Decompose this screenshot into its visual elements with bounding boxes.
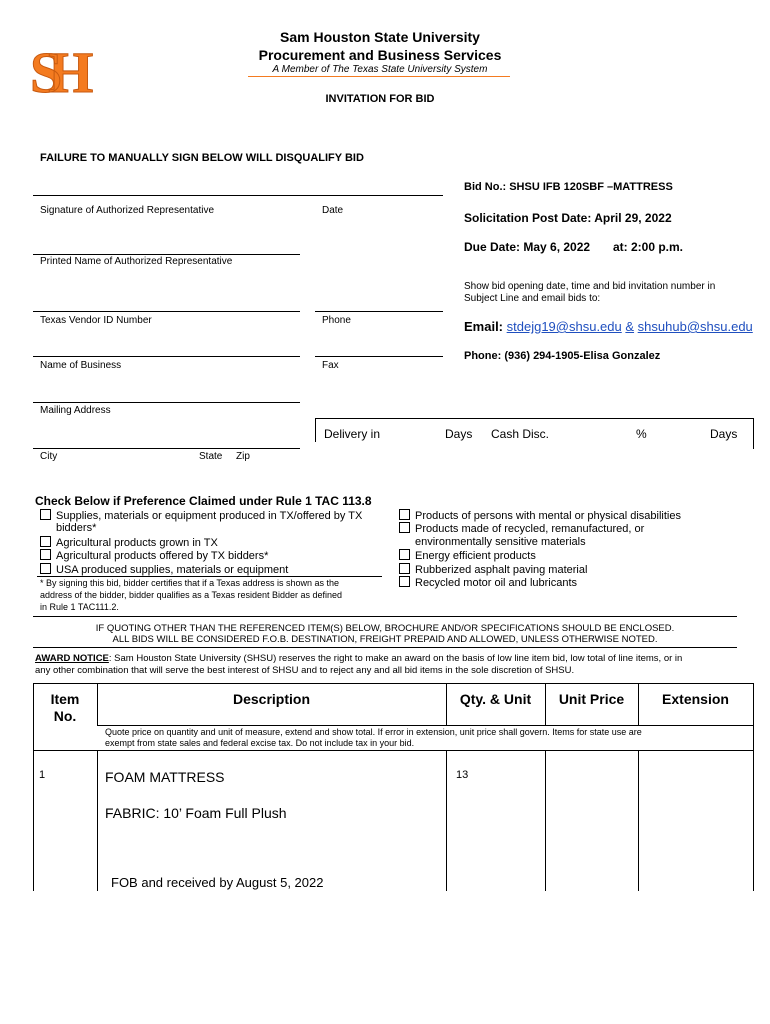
vendor-id-line — [33, 311, 300, 312]
award-notice: AWARD NOTICE: Sam Houston State University (SHSU) reserves the right to make an award on the basis of low line item bid, low total of line items, or in any other combination that will serve the best interest of SHSU and to reject any and all bid items in the sole discretion of SHSU. — [35, 653, 683, 676]
pref-left-4[interactable]: USA produced supplies, materials or equipment — [40, 563, 288, 577]
business-line — [33, 356, 300, 357]
col-rule-2b — [97, 750, 98, 891]
due-time: at: 2:00 p.m. — [613, 240, 684, 254]
checkbox[interactable] — [40, 536, 51, 547]
printed-name-line — [33, 254, 300, 255]
phone-label: Phone — [322, 315, 351, 326]
row-item-no: 1 — [39, 769, 46, 781]
pref-left-1-cont: bidders* — [56, 522, 97, 534]
signature-label: Signature of Authorized Representative — [40, 205, 214, 216]
email-link-2[interactable]: shsuhub@shsu.edu — [637, 319, 753, 334]
col-header-unit-price: Unit Price — [558, 691, 625, 707]
row-desc-2: FABRIC: 10’ Foam Full Plush — [105, 805, 287, 821]
city-label: City — [40, 451, 58, 462]
printed-name-label: Printed Name of Authorized Representative — [40, 256, 233, 267]
zip-label: Zip — [236, 451, 250, 462]
email-label: Email: — [464, 319, 504, 334]
mailing-label: Mailing Address — [40, 405, 111, 416]
signature-line — [33, 195, 443, 196]
delivery-box-left-edge — [315, 418, 316, 442]
percent-label: % — [636, 427, 647, 441]
sh-logo-icon — [28, 30, 103, 112]
department-name: Procurement and Business Services — [258, 47, 502, 63]
pref-right-3[interactable]: Energy efficient products — [399, 549, 536, 563]
university-logo — [28, 30, 103, 112]
fax-label: Fax — [322, 360, 339, 371]
signature-warning: FAILURE TO MANUALLY SIGN BELOW WILL DISQUALIFY BID — [40, 152, 364, 164]
checkbox[interactable] — [399, 563, 410, 574]
fax-line — [315, 356, 443, 357]
bid-number: Bid No.: SHSU IFB 120SBF –MATTRESS — [464, 181, 673, 193]
col-header-item: Item No. — [50, 691, 80, 724]
email-link-1[interactable]: stdejg19@shsu.edu — [506, 319, 622, 334]
col-header-extension: Extension — [662, 691, 729, 707]
mailing-line — [33, 402, 300, 403]
col-rule-3b — [446, 750, 447, 891]
notice-bottom-rule — [33, 647, 737, 648]
email-instructions: Show bid opening date, time and bid invitation number in Subject Line and email bids to: — [464, 281, 716, 304]
award-label: AWARD NOTICE — [35, 653, 109, 664]
member-line: A Member of The Texas State University System — [272, 64, 488, 75]
quote-bottom-rule — [33, 750, 753, 751]
state-label: State — [199, 451, 223, 462]
preference-heading: Check Below if Preference Claimed under Rule 1 TAC 113.8 — [35, 494, 372, 508]
col-header-qty: Qty. & Unit — [459, 691, 532, 707]
checkbox[interactable] — [399, 576, 410, 587]
due-date: Due Date: May 6, 2022 — [464, 240, 591, 254]
checkbox[interactable] — [399, 509, 410, 520]
business-label: Name of Business — [40, 360, 122, 371]
row-qty: 13 — [456, 769, 469, 781]
delivery-in-label: Delivery in — [324, 427, 381, 441]
row-desc-1: FOAM MATTRESS — [105, 769, 225, 785]
col-rule-5b — [638, 750, 639, 891]
col-rule-4b — [545, 750, 546, 891]
pref-right-2-cont: environmentally sensitive materials — [415, 536, 586, 548]
cash-disc-label: Cash Disc. — [491, 427, 550, 441]
svg-text:SH: SH — [30, 40, 80, 105]
resident-footnote: * By signing this bid, bidder certifies that if a Texas address is shown as the address of the bidder, bidder qualifies as a Texas resident Bidder as defined in Rule 1 TAC111.2. — [40, 578, 343, 612]
notice-top-rule — [33, 616, 737, 617]
university-name: Sam Houston State University — [280, 29, 480, 45]
checkbox[interactable] — [399, 522, 410, 533]
pref-left-2[interactable]: Agricultural products grown in TX — [40, 536, 218, 550]
vendor-id-label: Texas Vendor ID Number — [40, 315, 152, 326]
pref-right-1[interactable]: Products of persons with mental or physical disabilities — [399, 509, 681, 523]
email-amp: & — [625, 319, 635, 334]
row-desc-3: FOB and received by August 5, 2022 — [111, 875, 324, 890]
notice-line-1: IF QUOTING OTHER THAN THE REFERENCED ITEM(S) BELOW, BROCHURE AND/OR SPECIFICATIONS SHOULD BE ENCLOSED. — [95, 623, 675, 634]
checkbox[interactable] — [399, 549, 410, 560]
checkbox[interactable] — [40, 549, 51, 560]
header-bottom-rule — [97, 725, 753, 726]
contact-phone: Phone: (936) 294-1905-Elisa Gonzalez — [464, 350, 661, 362]
cash-days-label: Days — [710, 427, 738, 441]
pref-right-4[interactable]: Rubberized asphalt paving material — [399, 563, 587, 577]
date-label: Date — [322, 205, 344, 216]
doc-title: INVITATION FOR BID — [325, 93, 435, 105]
checkbox[interactable] — [40, 509, 51, 520]
phone-line — [315, 311, 443, 312]
delivery-days-label: Days — [445, 427, 473, 441]
pref-right-5[interactable]: Recycled motor oil and lubricants — [399, 576, 577, 590]
checkbox[interactable] — [40, 563, 51, 574]
email-line — [464, 319, 753, 334]
city-line — [33, 448, 300, 449]
quote-instructions: Quote price on quantity and unit of measure, extend and show total. If error in extension, unit price shall govern. Items for state use are exempt from state sales and federal excise tax. Do not include tax in your bid. — [105, 727, 642, 748]
table-top-rule — [33, 683, 753, 684]
pref-left-3[interactable]: Agricultural products offered by TX bidders* — [40, 549, 268, 563]
pref-right-2[interactable]: Products made of recycled, remanufactured, or — [399, 522, 644, 536]
col-rule-6 — [753, 683, 754, 891]
notice-line-2: ALL BIDS WILL BE CONSIDERED F.O.B. DESTINATION, FREIGHT PREPAID AND ALLOWED, UNLESS OTHERWISE NOTED. — [112, 634, 658, 645]
orange-rule — [248, 76, 510, 77]
pref-left-1[interactable]: Supplies, materials or equipment produced in TX/offered by TX — [40, 509, 362, 523]
post-date: Solicitation Post Date: April 29, 2022 — [464, 211, 672, 225]
col-header-description: Description — [232, 691, 310, 707]
